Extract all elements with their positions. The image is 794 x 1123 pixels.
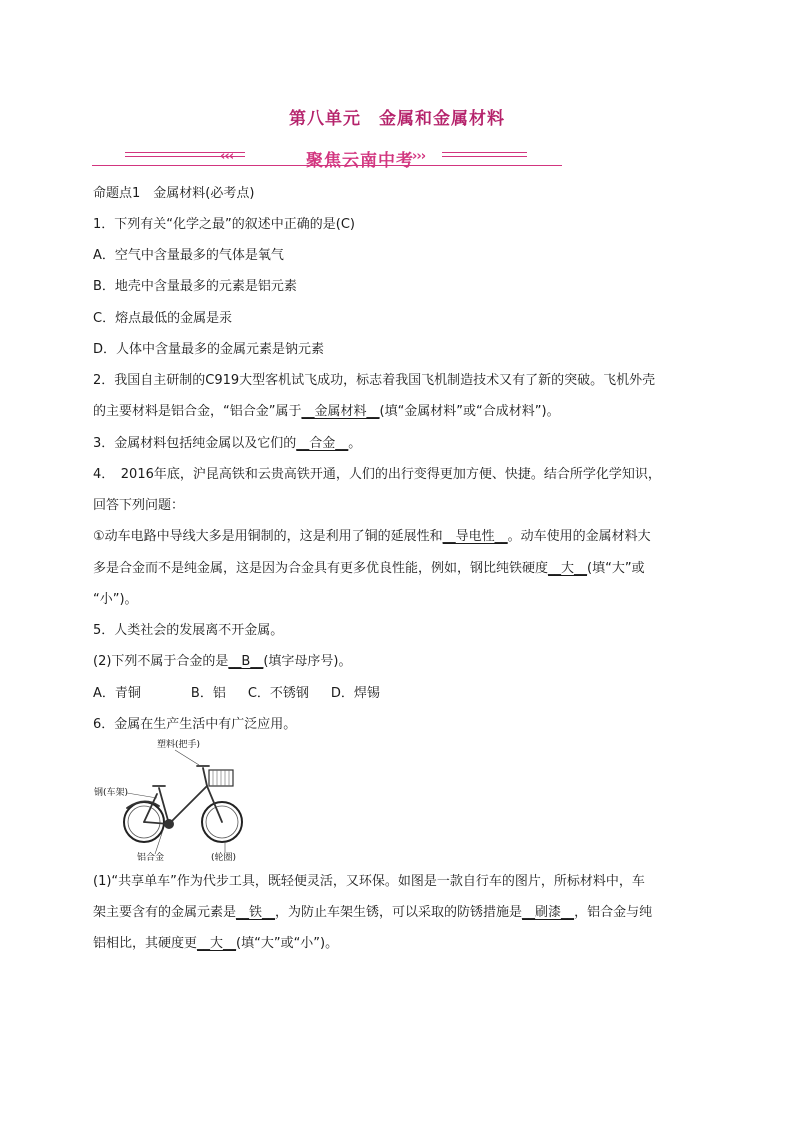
q6-line2: [93, 904, 652, 922]
q5-option-d: D．焊锡: [330, 686, 380, 701]
q4-answer-2: __大__: [548, 561, 588, 576]
q5-options: [93, 685, 380, 703]
section-banner: [92, 146, 562, 170]
banner-rule-right-mid: [442, 156, 527, 157]
label-steel-frame: 钢(车架): [94, 788, 129, 798]
banner-rule-right-top: [442, 152, 527, 153]
q3-text: 3．金属材料包括纯金属以及它们的: [93, 436, 297, 451]
q5-option-b: B．铝: [190, 686, 226, 701]
q2-hint: (填“金属材料”或“合成材料”)。: [379, 404, 560, 419]
q6-answer-2: __刷漆__: [522, 905, 575, 920]
q3-answer: __合金__: [296, 436, 349, 451]
banner-right-chevrons: ›››: [412, 149, 426, 164]
q2-line1: 2．我国自主研制的C919大型客机试飞成功，标志着我国飞机制造技术又有了新的突破。飞机外壳: [93, 373, 656, 388]
q4-line2: 回答下列问题：: [93, 498, 185, 513]
q1-option-d: D．人体中含量最多的金属元素是钠元素: [93, 342, 325, 357]
q6-text-a: 架主要含有的金属元素是: [93, 905, 237, 920]
q4-line4: [93, 560, 645, 578]
q5-answer: __B__: [228, 654, 264, 669]
q5-stem: 5．人类社会的发展离不开金属。: [93, 623, 284, 638]
q5-hint: (填字母序号)。: [263, 654, 352, 669]
q1-option-c: C．熔点最低的金属是汞: [93, 311, 233, 326]
q1-option-b: B．地壳中含量最多的元素是铝元素: [93, 279, 297, 294]
q4-answer-1: __导电性__: [442, 529, 508, 544]
q6-text-c: ，铝合金与纯: [574, 905, 653, 920]
q5-option-a: A．青铜: [93, 686, 141, 701]
banner-text: 聚焦云南中考: [306, 151, 414, 171]
q2-line2: [93, 403, 560, 421]
q6-stem: 6．金属在生产生活中有广泛应用。: [93, 717, 297, 732]
q6-answer-3: __大__: [197, 936, 237, 951]
q2-answer: __金属材料__: [301, 404, 380, 419]
q4-text-a: ①动车电路中导线大多是用铜制的，这是利用了铜的延展性和: [93, 529, 443, 544]
q6-text-d: 铝相比，其硬度更: [93, 936, 198, 951]
q6-text-b: ，为防止车架生锈，可以采取的防锈措施是: [275, 905, 523, 920]
q5-text: (2)下列不属于合金的是: [93, 654, 229, 669]
q4-text-d: (填“大”或: [587, 561, 645, 576]
q1-stem: 1．下列有关“化学之最”的叙述中正确的是(C): [93, 217, 355, 232]
q3-line: [93, 435, 361, 453]
q5-option-c: C．不锈钢: [247, 686, 309, 701]
q4-line1: 4． 2016年底，沪昆高铁和云贵高铁开通，人们的出行变得更加方便、快捷。结合所学化学知识，: [93, 467, 661, 482]
q6-line1: (1)“共享单车”作为代步工具，既轻便灵活，又环保。如图是一款自行车的图片，所标材料中，车: [93, 874, 645, 889]
q4-text-b: 。动车使用的金属材料大: [507, 529, 651, 544]
q4-line5: “小”)。: [93, 592, 138, 607]
label-wheel-rim: (轮圈): [211, 853, 237, 863]
q1-option-a: A．空气中含量最多的气体是氧气: [93, 248, 284, 263]
q6-answer-1: __铁__: [236, 905, 276, 920]
bicycle-icon: [94, 736, 267, 863]
q3-end: 。: [348, 436, 362, 451]
q6-text-e: (填“大”或“小”)。: [236, 936, 339, 951]
q4-text-c: 多是合金而不是纯金属，这是因为合金具有更多优良性能，例如，钢比纯铁硬度: [93, 561, 549, 576]
bicycle-figure: [94, 736, 267, 863]
section-heading: 命题点1 金属材料(必考点): [93, 186, 255, 201]
label-aluminum-alloy: 铝合金: [137, 853, 165, 863]
page-title: 第八单元 金属和金属材料: [289, 109, 505, 129]
label-plastic-handle: 塑料(把手): [157, 740, 201, 750]
q4-line3: [93, 528, 651, 546]
q2-text: 的主要材料是铝合金，“铝合金”属于: [93, 404, 302, 419]
q6-line3: [93, 935, 338, 953]
q5-sub: [93, 653, 352, 671]
banner-left-chevrons: ‹‹‹: [220, 149, 234, 164]
